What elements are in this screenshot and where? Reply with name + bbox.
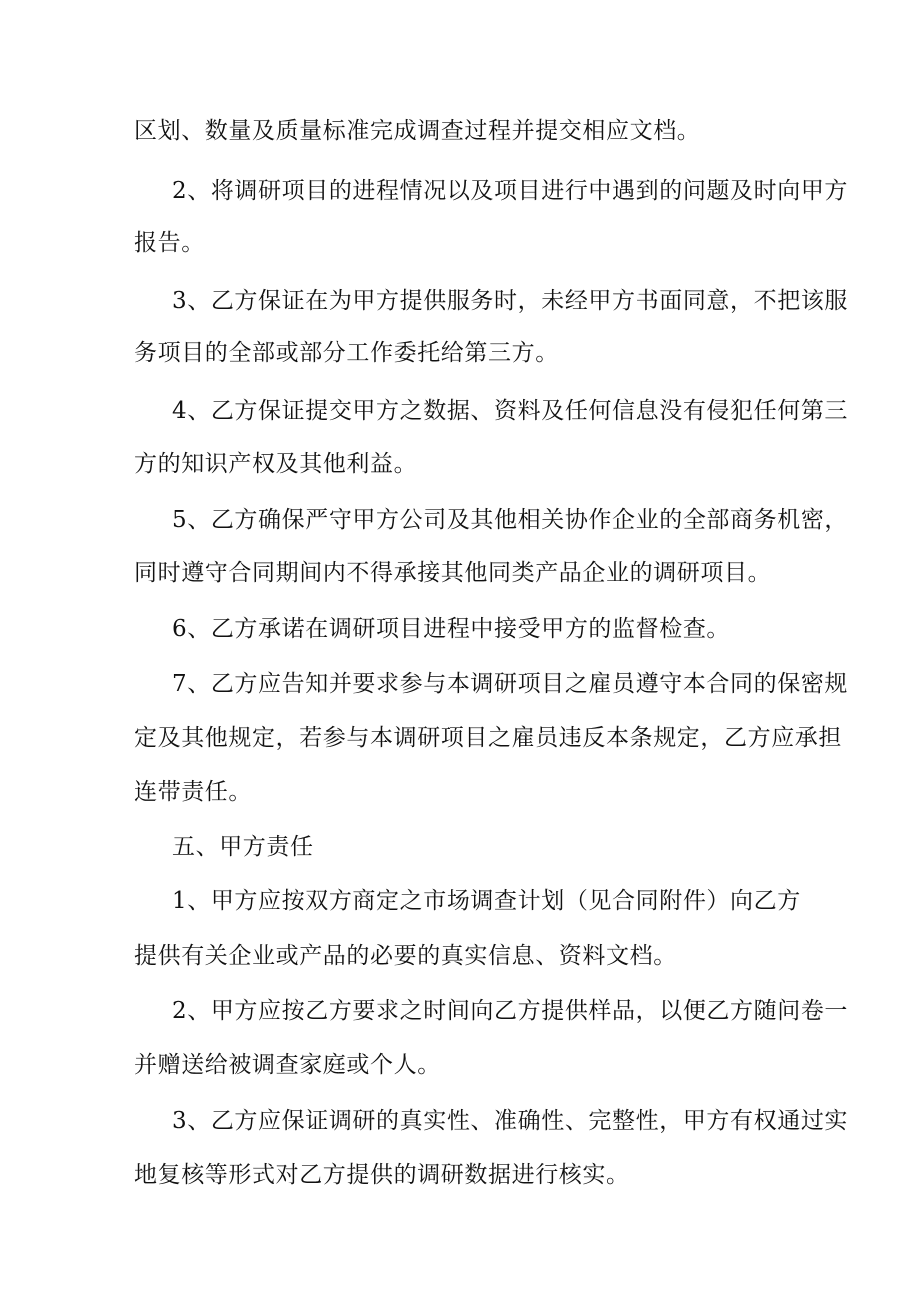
text-line: 并赠送给被调查家庭或个人。 xyxy=(134,1052,441,1078)
text-line: 报告。 xyxy=(134,230,205,256)
text-line: 2、将调研项目的进程情况以及项目进行中遇到的问题及时向甲方 xyxy=(172,178,849,204)
text-line: 5、乙方确保严守甲方公司及其他相关协作企业的全部商务机密， xyxy=(172,507,849,533)
text-line: 同时遵守合同期间内不得承接其他同类产品企业的调研项目。 xyxy=(134,560,772,586)
text-line: 3、乙方保证在为甲方提供服务时，未经甲方书面同意，不把该服 xyxy=(172,288,849,314)
section-heading: 五、甲方责任 xyxy=(172,834,314,860)
text-line: 3、乙方应保证调研的真实性、准确性、完整性，甲方有权通过实 xyxy=(172,1108,849,1134)
text-line: 6、乙方承诺在调研项目进程中接受甲方的监督检查。 xyxy=(172,616,731,642)
text-line: 提供有关企业或产品的必要的真实信息、资料文档。 xyxy=(134,943,677,969)
text-line: 方的知识产权及其他利益。 xyxy=(134,451,418,477)
text-line: 7、乙方应告知并要求参与本调研项目之雇员遵守本合同的保密规 xyxy=(172,671,849,697)
text-line: 务项目的全部或部分工作委托给第三方。 xyxy=(134,340,559,366)
text-line: 地复核等形式对乙方提供的调研数据进行核实。 xyxy=(134,1162,630,1188)
text-line: 连带责任。 xyxy=(134,779,252,805)
text-line: 2、甲方应按乙方要求之时间向乙方提供样品，以便乙方随问卷一 xyxy=(172,998,849,1024)
text-line: 区划、数量及质量标准完成调查过程并提交相应文档。 xyxy=(134,118,701,144)
text-line: 定及其他规定，若参与本调研项目之雇员违反本条规定，乙方应承担 xyxy=(134,725,842,751)
text-line: 4、乙方保证提交甲方之数据、资料及任何信息没有侵犯任何第三 xyxy=(172,398,849,424)
text-line: 1、甲方应按双方商定之市场调查计划（见合同附件）向乙方 xyxy=(172,888,801,914)
